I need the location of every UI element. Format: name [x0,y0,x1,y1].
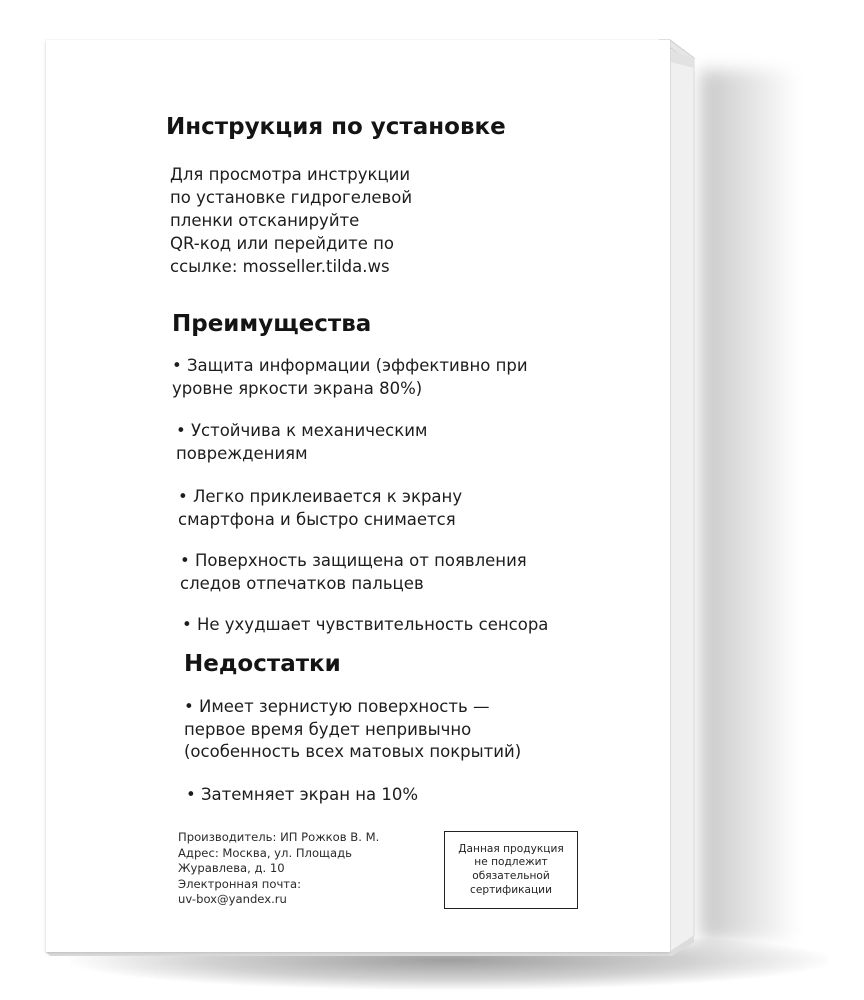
advantage-line: следов отпечатков пальцев [180,573,424,593]
advantage-line: • Защита информации (эффективно при [172,356,528,375]
manufacturer-line: Журавлева, д. 10 [178,861,285,876]
advantage-item [176,420,427,465]
manufacturer-info [178,830,379,908]
instruction-line: Для просмотра инструкции [170,165,411,184]
instruction-title: Инструкция по установке [166,114,506,140]
advantage-item [182,614,548,637]
manufacturer-line: Производитель: ИП Рожков В. М. [178,830,380,844]
advantage-line: • Легко приклеивается к экрану [178,487,463,506]
instruction-line: ссылке: mosseller.tilda.ws [170,257,390,276]
advantages-heading: Преимущества [172,311,372,337]
certification-line: сертификации [470,883,552,896]
certification-line: Данная продукция [458,842,564,855]
advantage-item [178,486,462,531]
advantage-item [180,550,527,595]
instruction-line: по установке гидрогелевой [170,188,413,207]
manufacturer-email: uv-box@yandex.ru [178,892,287,907]
certification-line: обязательной [472,870,550,882]
manufacturer-line: Электронная почта: [178,876,302,891]
certification-line: не подлежит [474,856,548,869]
advantage-item [172,355,528,400]
advantage-line: • Не ухудшает чувствительность сенсора [182,615,549,634]
disadvantage-line: • Имеет зернистую поверхность — [184,697,490,716]
disadvantage-line: первое время будет непривычно [184,719,472,739]
instruction-line: QR-код или перейдите по [170,234,394,253]
advantage-line: • Поверхность защищена от появления [180,551,527,570]
disadvantages-heading: Недостатки [184,651,341,677]
manufacturer-line: Адрес: Москва, ул. Площадь [178,845,352,860]
certification-note [444,831,578,909]
advantage-line: повреждениям [176,443,308,463]
advantage-line: уровне яркости экрана 80%) [172,378,423,398]
advantage-line: смартфона и быстро снимается [178,509,456,529]
instruction-line: пленки отсканируйте [170,211,360,230]
disadvantage-item [186,784,418,807]
package-front [46,40,670,952]
advantage-line: • Устойчива к механическим [176,421,428,440]
disadvantage-line: • Затемняет экран на 10% [186,785,419,804]
disadvantage-line: (особенность всех матовых покрытий) [184,742,522,761]
disadvantage-item [184,696,521,764]
instruction-text [170,163,412,278]
